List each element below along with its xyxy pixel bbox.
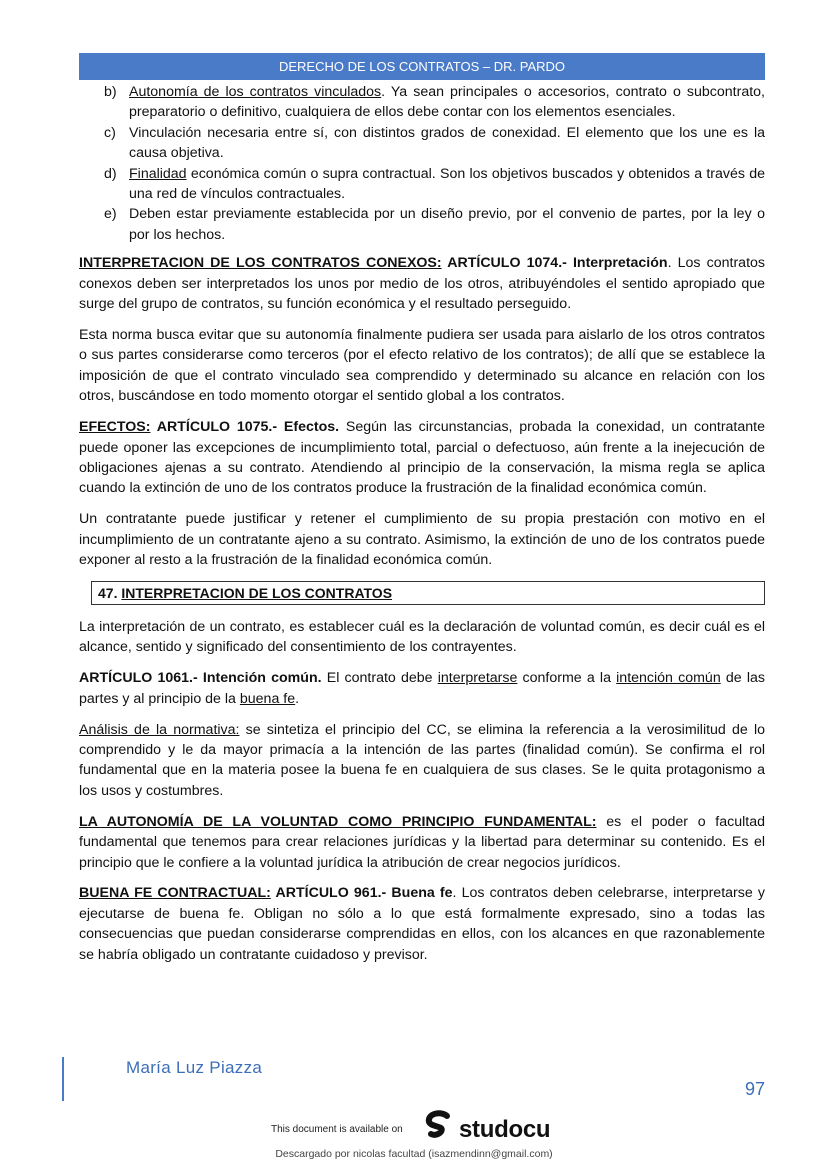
paragraph-interpretacion-definicion: La interpretación de un contrato, es establecer cuál es la declaración de voluntad común, es decir cuál es el alcance, sentido y significado del consentimiento de los contrayentes.: [79, 618, 765, 656]
underlined-term: buena fe: [239, 690, 296, 707]
paragraph-text: conforme a la: [517, 670, 617, 687]
paragraph-analisis: [79, 720, 765, 802]
list-text: Deben estar previamente establecida por un diseño previo, por el convenio de partes, por la ley o por los hechos.: [129, 206, 765, 243]
list-marker: c): [104, 124, 116, 141]
paragraph-retener: Un contratante puede justificar y retener el cumplimiento de su propia prestación con motivo en el incumplimiento de un contratante ajeno a su contrato. Asimismo, la extinción de uno de los contratos puede exponer al resto a la frustración de la finalidad económica común.: [79, 511, 765, 569]
list-marker: b): [104, 84, 117, 100]
section-number: 47.: [98, 584, 122, 601]
paragraph-text: . Los contratos conexos deben ser interpretados los unos por medio de los otros, atribuyéndoles el sentido apropiado que surge del grupo de contratos, su función económica y el resultado perseguido.: [79, 255, 765, 313]
list-item: [79, 204, 765, 245]
paragraph-intencion-comun: [79, 668, 765, 709]
list-marker: e): [104, 206, 117, 223]
list-term: Autonomía de los contratos vinculados: [129, 84, 382, 100]
download-attribution: Descargado por nicolas facultad (isazmendinn@gmail.com): [275, 1148, 553, 1160]
availability-note: This document is available on: [271, 1124, 403, 1135]
list-text: . Ya sean principales o accesorios, contrato o subcontrato, preparatorio o definitivo, cualquiera de ellos debe contar con los elementos esenciales.: [129, 84, 765, 121]
paragraph-efectos: [79, 417, 765, 499]
studocu-wordmark: studocu: [459, 1115, 551, 1143]
list-item: [79, 123, 765, 164]
studocu-logo-icon: [423, 1110, 455, 1149]
list-term: Finalidad: [129, 165, 187, 182]
paragraph-text: . Los contratos deben celebrarse, interpretarse y ejecutarse de buena fe. Obligan no sólo a lo que está formalmente expresado, sino a todas las consecuencias que puedan considerarse comprendidas en ellos, con los alcances en que razonablemente se habría obligado un contratante cuidadoso y previsor.: [79, 885, 765, 963]
paragraph-text: de las partes y al principio de la: [79, 670, 765, 707]
paragraph-heading: LA AUTONOMÍA DE LA VOLUNTAD COMO PRINCIPIO FUNDAMENTAL:: [79, 813, 597, 830]
paragraph-text: se sintetiza el principio del CC, se elimina la referencia a la verosimilitud de lo comprendido y le da mayor primacía a la intención de las partes (finalidad común). Se confirma el rol fundamental que en la materia posee la buena fe en cualquiera de sus clases. Se le quita protagonismo a los usos y costumbres.: [79, 721, 765, 799]
article-reference: ARTÍCULO 961.- Buena fe: [270, 885, 453, 902]
paragraph-buena-fe: [79, 883, 765, 965]
footer-accent-bar: [62, 1057, 64, 1101]
paragraph-heading: Análisis de la normativa:: [79, 721, 240, 738]
article-reference: ARTÍCULO 1075.- Efectos.: [150, 419, 340, 436]
list-item: [79, 164, 765, 205]
paragraph-heading: BUENA FE CONTRACTUAL:: [79, 885, 271, 902]
paragraph-heading: INTERPRETACION DE LOS CONTRATOS CONEXOS:: [79, 255, 442, 272]
paragraph-autonomia: [79, 812, 765, 873]
paragraph-heading: EFECTOS:: [79, 419, 151, 436]
paragraph-text: Según las circunstancias, probada la conexidad, un contratante puede oponer las excepciones de incumplimiento total, parcial o defectuoso, aún frente a la inejecución de obligaciones ajenas a su contrato. Atendiendo al principio de la conservación, la misma regla se aplica cuando la extinción de uno de los contratos produce la frustración de la finalidad económica común.: [79, 419, 765, 497]
paragraph-text: es el poder o facultad fundamental que tenemos para crear relaciones jurídicas y la libertad para determinar su contenido. Es el principio que le confiere a la voluntad jurídica la atribución de crear negocios jurídicos.: [79, 813, 765, 871]
underlined-term: intención común: [616, 670, 721, 687]
page-content: [79, 82, 765, 976]
list-marker: d): [104, 165, 117, 182]
list-text: Vinculación necesaria entre sí, con distintos grados de conexidad. El elemento que los une es la causa objetiva.: [129, 124, 765, 162]
page-header: DERECHO DE LOS CONTRATOS – DR. PARDO: [79, 53, 765, 80]
section-heading-box: [91, 581, 765, 605]
paragraph-text: .: [295, 690, 300, 707]
footer-author: María Luz Piazza: [126, 1058, 263, 1077]
paragraph-text: El contrato debe: [321, 670, 438, 687]
studocu-logo-link[interactable]: [423, 1110, 550, 1149]
characteristics-list: [79, 82, 765, 245]
paragraph-interpretacion-conexos: [79, 253, 765, 314]
section-title: INTERPRETACION DE LOS CONTRATOS: [121, 584, 393, 601]
underlined-term: interpretarse: [437, 670, 518, 687]
article-reference: ARTÍCULO 1074.- Interpretación: [441, 255, 668, 272]
list-item: [79, 82, 765, 123]
list-text: económica común o supra contractual. Son los objetivos buscados y obtenidos a través de una red de vínculos contractuales.: [129, 165, 765, 203]
page-number: 97: [744, 1079, 765, 1099]
paragraph-norma: Esta norma busca evitar que su autonomía finalmente pudiera ser usada para aislarlo de los otros contratos o sus partes considerarse como terceros (por el efecto relativo de los contratos); de allí que se establece la imposición de que el contrato vinculado sea comprendido y determinado su alcance en relación con los otros, buscándose en todo momento otorgar el sentido global a los contratos.: [79, 326, 765, 405]
article-reference: ARTÍCULO 1061.- Intención común.: [79, 670, 322, 687]
